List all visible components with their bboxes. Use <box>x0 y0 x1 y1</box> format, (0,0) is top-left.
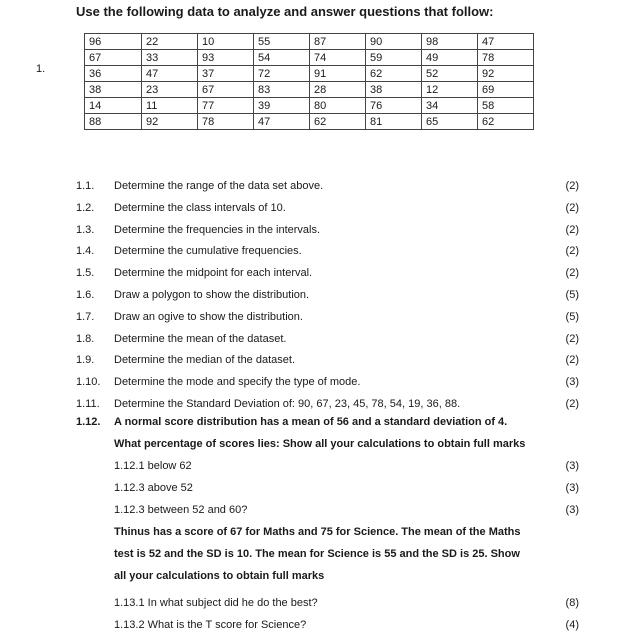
table-cell: 87 <box>310 34 366 50</box>
table-cell: 28 <box>310 82 366 98</box>
sub-question-1-13-1: 1.13.1 In what subject did he do the best? <box>114 597 318 609</box>
question-text: Determine the class intervals of 10. <box>114 202 286 214</box>
marks: (2) <box>565 245 579 257</box>
question-number: 1. <box>36 63 46 75</box>
question-number-label: 1.12. <box>76 416 101 428</box>
marks: (5) <box>565 311 579 323</box>
table-cell: 78 <box>478 50 534 66</box>
table-cell: 92 <box>478 66 534 82</box>
table-cell: 58 <box>478 98 534 114</box>
question-number-label: 1.11. <box>76 398 100 410</box>
question-text: A normal score distribution has a mean of 56 and a standard deviation of 4. <box>114 416 508 428</box>
marks: (2) <box>565 202 579 214</box>
table-cell: 47 <box>478 34 534 50</box>
marks: (4) <box>565 619 579 631</box>
table-cell: 91 <box>310 66 366 82</box>
question-text: Determine the midpoint for each interval. <box>114 267 313 279</box>
table-cell: 22 <box>142 34 198 50</box>
question-1-12-line2: What percentage of scores lies: Show all your calculations to obtain full marks <box>114 438 526 450</box>
table-cell: 33 <box>142 50 198 66</box>
question-number-label: 1.7. <box>76 311 95 323</box>
sub-question-1-12-1: 1.12.1 below 62 <box>114 460 192 472</box>
table-cell: 69 <box>478 82 534 98</box>
sub-question-1-12-2: 1.12.3 above 52 <box>114 482 193 494</box>
question-number-label: 1.4. <box>76 245 95 257</box>
table-row <box>85 50 534 66</box>
question-1-13-line1: Thinus has a score of 67 for Maths and 75 for Science. The mean of the Maths <box>114 526 521 538</box>
instructions-heading: Use the following data to analyze and answer questions that follow: <box>76 4 494 19</box>
table-cell: 67 <box>198 82 254 98</box>
question-text: Determine the mean of the dataset. <box>114 333 287 345</box>
table-cell: 10 <box>198 34 254 50</box>
question-text: Determine the frequencies in the intervals. <box>114 224 321 236</box>
sub-question-1-13-2: 1.13.2 What is the T score for Science? <box>114 619 307 631</box>
marks: (3) <box>565 482 579 494</box>
table-cell: 81 <box>366 114 422 130</box>
question-text: Determine the cumulative frequencies. <box>114 245 302 257</box>
table-cell: 62 <box>366 66 422 82</box>
question-text: Determine the mode and specify the type of mode. <box>114 376 361 388</box>
question-number-label: 1.9. <box>76 354 95 366</box>
table-cell: 11 <box>142 98 198 114</box>
table-cell: 98 <box>422 34 478 50</box>
table-cell: 12 <box>422 82 478 98</box>
table-cell: 34 <box>422 98 478 114</box>
table-cell: 62 <box>310 114 366 130</box>
table-cell: 36 <box>85 66 142 82</box>
table-cell: 83 <box>254 82 310 98</box>
marks: (2) <box>565 354 579 366</box>
table-row <box>85 34 534 50</box>
table-cell: 14 <box>85 98 142 114</box>
marks: (3) <box>565 460 579 472</box>
sub-question-1-12-3: 1.12.3 between 52 and 60? <box>114 504 248 516</box>
marks: (8) <box>565 597 579 609</box>
table-cell: 59 <box>366 50 422 66</box>
question-1-13-line3: all your calculations to obtain full marks <box>114 570 325 582</box>
question-text: Determine the median of the dataset. <box>114 354 295 366</box>
table-cell: 67 <box>85 50 142 66</box>
question-number-label: 1.1. <box>76 180 95 192</box>
table-cell: 74 <box>310 50 366 66</box>
table-cell: 65 <box>422 114 478 130</box>
table-cell: 38 <box>366 82 422 98</box>
table-cell: 39 <box>254 98 310 114</box>
question-text: Draw a polygon to show the distribution. <box>114 289 310 301</box>
table-cell: 88 <box>85 114 142 130</box>
table-row <box>85 98 534 114</box>
table-cell: 96 <box>85 34 142 50</box>
table-cell: 76 <box>366 98 422 114</box>
table-row <box>85 82 534 98</box>
question-number-label: 1.8. <box>76 333 95 345</box>
table-row <box>85 114 534 130</box>
table-cell: 55 <box>254 34 310 50</box>
table-cell: 72 <box>254 66 310 82</box>
table-cell: 90 <box>366 34 422 50</box>
marks: (2) <box>565 224 579 236</box>
table-cell: 78 <box>198 114 254 130</box>
question-number-label: 1.5. <box>76 267 95 279</box>
marks: (3) <box>565 504 579 516</box>
question-number-label: 1.2. <box>76 202 95 214</box>
question-number-label: 1.6. <box>76 289 95 301</box>
marks: (2) <box>565 398 579 410</box>
marks: (5) <box>565 289 579 301</box>
question-number-label: 1.3. <box>76 224 95 236</box>
question-text: Draw an ogive to show the distribution. <box>114 311 303 323</box>
table-cell: 92 <box>142 114 198 130</box>
marks: (2) <box>565 267 579 279</box>
table-cell: 37 <box>198 66 254 82</box>
marks: (2) <box>565 333 579 345</box>
table-cell: 38 <box>85 82 142 98</box>
table-cell: 54 <box>254 50 310 66</box>
table-cell: 52 <box>422 66 478 82</box>
table-cell: 23 <box>142 82 198 98</box>
table-cell: 80 <box>310 98 366 114</box>
marks: (2) <box>565 180 579 192</box>
question-text: Determine the Standard Deviation of: 90, 67, 23, 45, 78, 54, 19, 36, 88. <box>114 398 461 410</box>
question-text: Determine the range of the data set above. <box>114 180 324 192</box>
table-cell: 47 <box>142 66 198 82</box>
table-cell: 47 <box>254 114 310 130</box>
marks: (3) <box>565 376 579 388</box>
question-1-13-line2: test is 52 and the SD is 10. The mean for Science is 55 and the SD is 25. Show <box>114 548 520 560</box>
table-cell: 93 <box>198 50 254 66</box>
table-cell: 62 <box>478 114 534 130</box>
question-number-label: 1.10. <box>76 376 101 388</box>
table-cell: 77 <box>198 98 254 114</box>
data-table <box>84 33 534 130</box>
table-row <box>85 66 534 82</box>
table-cell: 49 <box>422 50 478 66</box>
